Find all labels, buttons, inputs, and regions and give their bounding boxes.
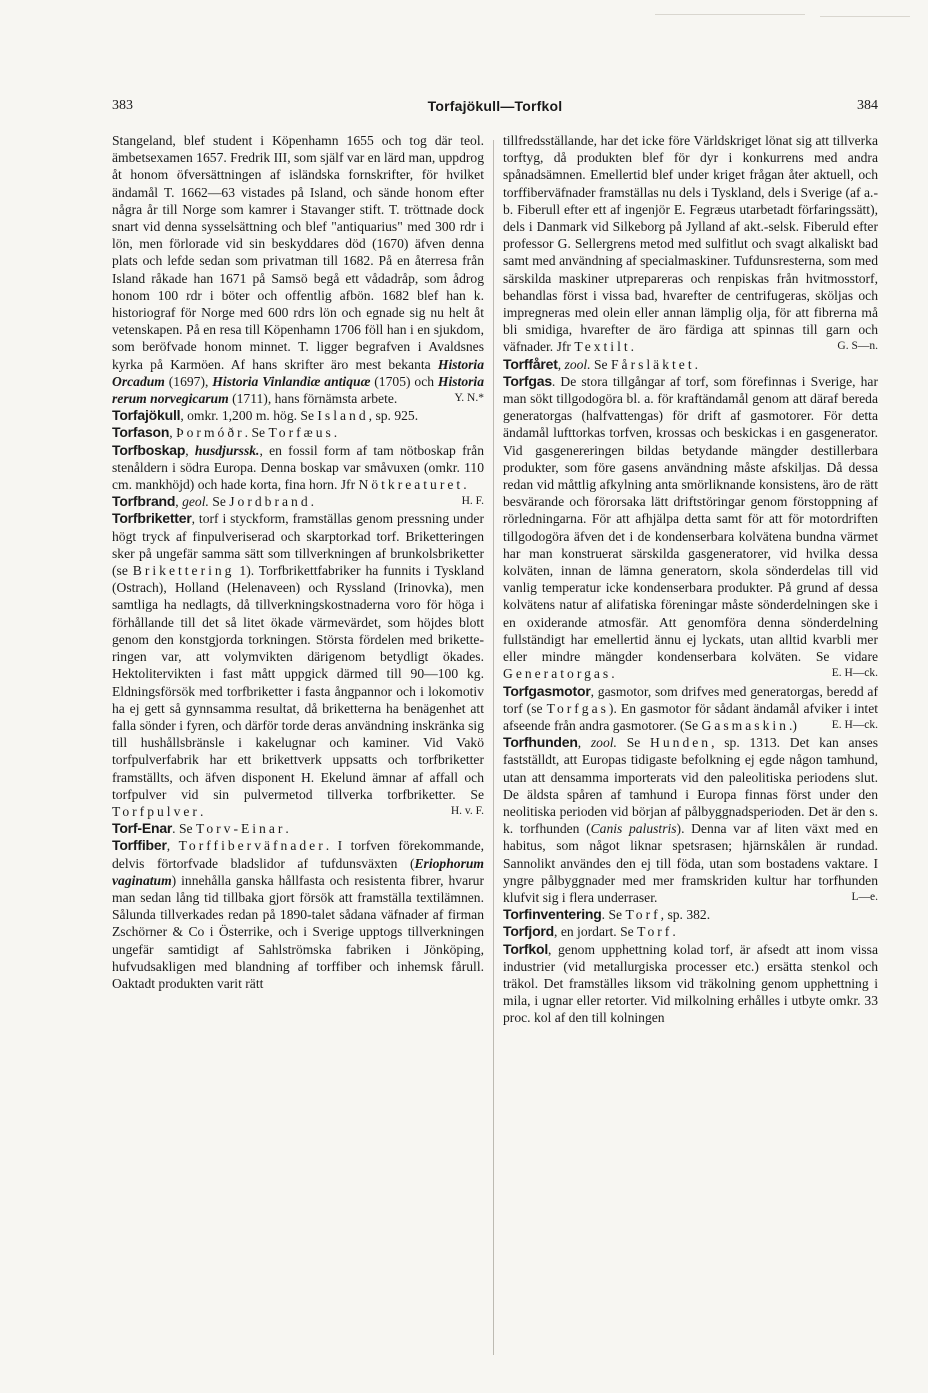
headword: Torfgas — [503, 372, 552, 389]
cross-reference: Torfgas — [546, 700, 609, 716]
author-signature: H. F. — [461, 495, 484, 508]
headword: Torffåret — [503, 355, 558, 372]
entry-torfkol: Torfkol, genom upphettning kolad torf, är afsedt att inom vissa industrier (vid metallurgiska processer etc.) ersätta stenkol och träkol. Det framställes liksom vid träkolning genom upphettning i mila, i ugnar eller retorter. Vid milkolning erhålles i utbyte omkr. 33 proc. kol af den till kolningen — [503, 940, 878, 1026]
entry-torfhunden: Torfhunden, zool. Se Hunden, sp. 1313. Det kan anses fastställdt, att Europas tidigaste befolkning ej egde någon tamhund, utan att densamma importerats vid den paleolitiska periodens slut. De äldsta spåren af tamhund i Europa finnas först under den neolitiska perioden vid början af pålbyggnadsperioden. Det är den s. k. torfhunden (Canis palustris). Denna var af liten växt med en habitus, som något liknar spetsrasen; hjärnskålen är rundad. Sannolikt användes den ej till föda, utan som bostadens vaktare. I yngre pålbyggnader med mer framskriden kultur har torfhunden klufvit sig i flera underraser. L—e. — [503, 734, 878, 905]
cross-reference: Jordbrand — [229, 494, 311, 510]
headword: Torfjord — [503, 923, 555, 940]
cross-reference: Torfpulver — [112, 803, 200, 819]
cross-reference: Hunden — [650, 735, 712, 751]
headword: Torfinventering — [503, 906, 602, 923]
headword: Torffiber — [112, 837, 167, 854]
cross-reference: Torf — [637, 924, 673, 940]
entry-torfgasmotor: Torfgasmotor, gasmotor, som drifves med generatorgas, beredd af torf (se Torfgas). En gasmotor för sådant ändamål afviker i intet afseende från andra gasmotorer. (Se Gasmaskin.) E. H—ck. — [503, 682, 878, 733]
entry-torfaeus-continuation: Stangeland, blef student i Köpenhamn 1655 och tog där teol. ämbetsexamen 1657. Fredrik III, som själf var en lärd man, uppdrog åt honom öfversättningen af isländska fornskrifter, för hvilket ändamål T. 1662—63 vistades på Island, och sände honom efter några år till Norge som kamrer i Stavanger stift. T. tröttnade dock snart vid denna sysselsättning och blef "antiquarius" med 300 rdr i lön, men förlorade vid sin beskyddares död (1670) äfven denna plats och lefde sedan som privatman till 1682. På en återresa från Island råkade han 1671 på Samsö begå ett vådadråp, som ådrog honom 100 rdr i böter och offentlig afbön. 1682 blef han k. historiograf för Norge med 600 rdrs lön och egnade sig nu helt åt vetenskapen. På en resa till Köpenhamn 1706 föll han i en sjukdom, som beröfvade honom minnet. T. ligger begrafven i Avaldsnes kyrka på Karmöen. Af hans skrifter äro mest bekanta Historia Orcadum (1697), Historia Vinlandiæ antiquæ (1705) och Historia rerum norvegicarum (1711), hans förnämsta arbete. Y. N.* — [112, 133, 484, 407]
entry-torfgas: Torfgas. De stora tillgångar af torf, som förefinnas i Sverige, har man sökt tillgodogöra bl. a. för kraftändamål genom att däraf bereda generatorgas (halfvattengas) för drift af gasmotorer. För detta ändamål lufttorkas torfven, krossas och beskickas i en gasgenerator. Vid gasgenereringen bildas betydande mängder destillerbara produkter, som före gasens användning måste afskiljas. Då dessa redan vid måttlig afkylning anta smörliknande konsistens, äro de rätt besvärande och förorsaka lätt driftstöringar genom förstoppning af rörledningarna. För att afhjälpa detta samt för att för motordriften tillgodogöra äfven det i de kondenserbara kolvätena bundna värmet har man konstruerat särskilda gasgeneratorer, vid hvilka dessa kolväten, innan de lämna generatorn, skola sönderdelas till vid vanlig temperatur icke kondenserbara produkter. På grund af dessa kolvätens natur af alifatiska föreningar måste sönderdelningen ske i en oxiderande atmosfär. Att genomföra denna sönderdelning fullständigt har emellertid ännu ej lyckats, utan alltid kvarbli mer eller mindre mängder kondenserbara kolväten. Se vidare Generatorgas. E. H—ck. — [503, 372, 878, 682]
author-signature: E. H—ck. — [831, 667, 878, 680]
headword: Torf-Enar — [112, 820, 173, 837]
cross-reference: Island — [317, 408, 369, 424]
cross-reference: Torf — [625, 907, 661, 923]
page-number-right: 384 — [857, 98, 878, 113]
headword: Torfhunden — [503, 734, 578, 751]
entry-torf-enar: Torf-Enar. Se Torv-Einar. — [112, 820, 289, 837]
cross-reference: Nötkreaturet — [358, 477, 464, 493]
author-signature: L—e. — [851, 890, 878, 903]
headword: Torfbriketter — [112, 510, 192, 527]
scan-mark — [820, 16, 910, 17]
cross-reference: Textilt — [574, 339, 631, 355]
page-header — [112, 98, 878, 118]
cross-reference: Torv-Einar — [195, 821, 286, 837]
headword: Torfgasmotor — [503, 682, 591, 699]
entry-torfjord: Torfjord, en jordart. Se Torf. — [503, 923, 676, 940]
entry-torfason: Torfason, Þormóðr. Se Torfæus. — [112, 424, 338, 441]
scan-mark — [655, 14, 805, 15]
cross-reference: Gasmaskin — [701, 717, 789, 733]
author-signature: Y. N.* — [454, 392, 484, 405]
headword: Torfbrand — [112, 493, 176, 510]
cross-reference: Brikettering — [132, 563, 235, 579]
page-number-left: 383 — [112, 98, 133, 113]
author-signature: E. H—ck. — [831, 718, 878, 731]
author-signature: G. S—n. — [837, 340, 878, 353]
headword: Torfboskap — [112, 441, 186, 458]
entry-torfinventering: Torfinventering. Se Torf, sp. 382. — [503, 906, 711, 923]
cross-reference: Torfæus — [268, 425, 334, 441]
running-title: Torfajökull—Torfkol — [427, 98, 563, 114]
entry-torfboskap: Torfboskap, husdjurssk., en fossil form af tam nötboskap från stenåldern i södra Europa. Denna boskap var småvuxen (omkr. 110 cm. mankhöjd) och hade korta, fina horn. Jfr Nötkreaturet. H. F. — [112, 442, 484, 494]
entry-torfbriketter: Torfbriketter, torf i styckform, framställas genom pressning under högt tryck af finpulveriserad och skarptorkad torf. Briketteringen sker på ungefär samma sätt som tillverkningen af brunkolsbriketter (se Brikettering 1). Torfbrikettfabriker ha funnits i Tyskland (Ostrach), Holland (Helenaveen) och Ryssland (Irinovka), men samtliga ha nedlagts, då tillverkningskostnaderna voro för höga i förhållande till det så litet ökade värmevärdet, som höjdes blott genom den konstgjorda torkningen. Största fördelen med brikette-ringen var, att volymvikten därigenom betydligt ökades. Hektolitervikten i fast mått uppgick därmed till 90—100 kg. Eldningsförsök med torfbriketter i fasta ångpannor och i lokomotiv ha ej gett så gynnsamma resultat, då briketterna ha benägenhet att falla sönder i fyren, och därför torde deras användning inskränka sig till hushållsbränsle i kakelugnar och kaminer. Vid Vakö torfpulverfabrik har ett brikettverk uppsatts och torfbriketter framställts, och äfven disponent H. Ekelund ämnar af affall och torfpulver vid sin pulvermetod tillverka torfbriketter. Se Torfpulver. H. v. F. — [112, 510, 484, 819]
right-column — [503, 132, 878, 1357]
column-divider — [493, 140, 494, 1355]
headword: Torfkol — [503, 940, 549, 957]
cross-reference: Generatorgas — [503, 666, 612, 682]
left-column — [112, 132, 484, 1357]
author-signature: H. v. F. — [450, 804, 484, 817]
headword: Torfason — [112, 424, 170, 441]
entry-torffiber-continuation: tillfredsställande, har det icke före Världskriget lönat sig att tillverka torftyg, då produkten blef för dyr i konkurrens med andra spånadsämnen. Emellertid blef under kriget frågan åter aktuell, och torffiberväfnader framställas nu dels i Tyskland, dels i Sverige (af a.-b. Fiberull efter ett af ingenjör E. Fegræus utarbetadt förfaringssätt), dels i Danmark vid Silkeborg på Jylland af akt.-selsk. Fiberuld efter professor G. Sellergrens metod med sulfitlut och svagt alkaliskt bad samt med användning af specialmaskiner. Tufdunsresterna, som med särskilda maskiner utprepareras och renpiskas från hvitmosstorf, behandlas först i vissa bad, hvarefter de centrifugeras, sköljas och impregneras med olein eller annan lämplig olja, för att fibrerna må bli smidiga, hvarefter de äro färdiga att spinnas till garn och väfnader. Jfr Textilt. G. S—n. — [503, 133, 878, 355]
entry-torfajokull: Torfajökull, omkr. 1,200 m. hög. Se Island, sp. 925. — [112, 407, 419, 424]
entry-torfbrand: Torfbrand, geol. Se Jordbrand. — [112, 493, 315, 510]
entry-torffaret: Torffåret, zool. Se Fårsläktet. — [503, 355, 698, 372]
entry-torffiber: Torffiber, Torffiberväfnader. I torfven förekommande, delvis förtorfvade bladslidor af tufdunsväxten (Eriophorum vaginatum) innehålla ganska hållfasta och resistenta fibrer, hvarur man sedan lång tid tillbaka gjort försök att framställa textilämnen. Sålunda tillverkades redan på 1890-talet sådana väfnader af firman Zschörner & Co i Österrike, och i Sverige upptogs tillverkningen ungefär samtidigt af Sahlströmska fabriken i Jönköping, hufvudsakligen med blandning af torffiber och inhemsk fårull. Oaktadt produkten varit rätt — [112, 837, 484, 991]
headword: Torfajökull — [112, 407, 181, 424]
cross-reference: Fårsläktet — [610, 356, 695, 372]
